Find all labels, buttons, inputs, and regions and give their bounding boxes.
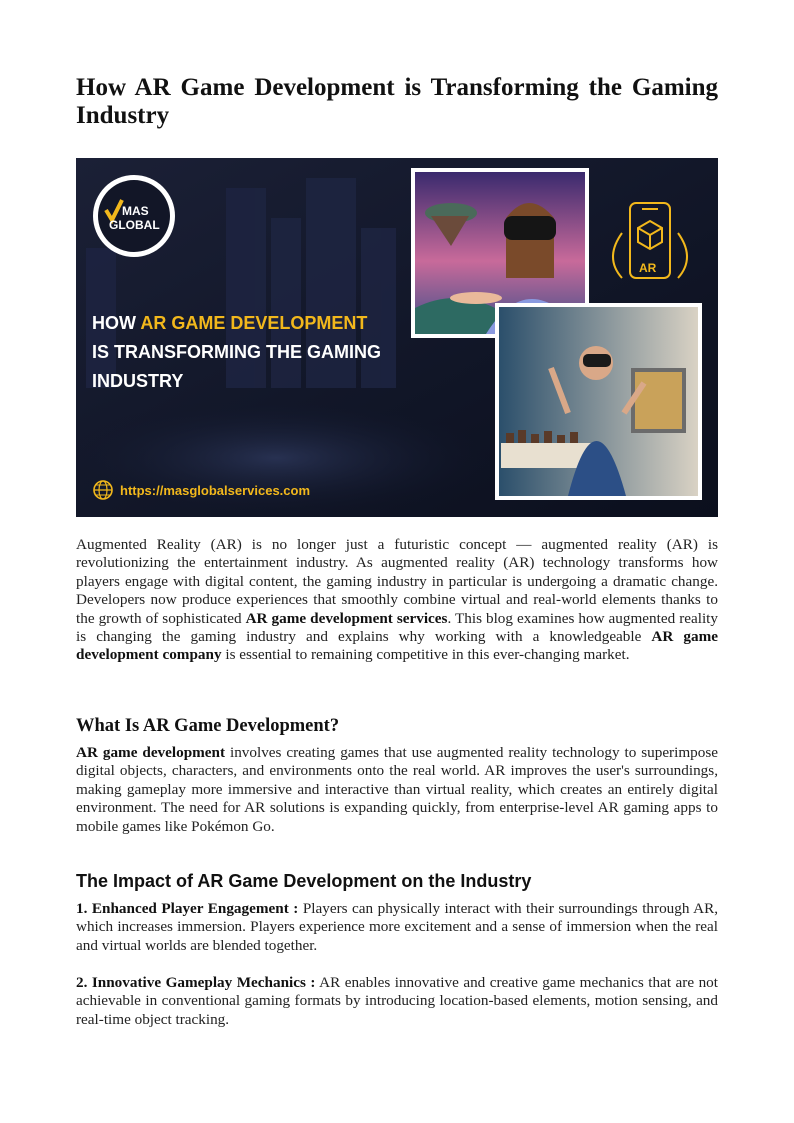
banner-headline-line2: IS TRANSFORMING THE GAMING [92,342,381,362]
banner-headline-line3: INDUSTRY [92,371,184,391]
hero-banner [76,158,718,517]
ar-badge-label: AR [639,261,657,275]
website-url: https://masglobalservices.com [120,483,311,498]
section-heading-impact: The Impact of AR Game Development on the Industry [76,871,532,891]
section-heading-what-is: What Is AR Game Development? [76,716,340,736]
page-title: How AR Game Development is Transforming the Gaming Industry [76,74,718,129]
banner-headline-line1: HOW AR GAME DEVELOPMENT [92,313,368,333]
logo-text-line1: MAS [122,204,149,218]
ar-services-term: AR game development services [245,609,448,627]
impact-item: 2. Innovative Gameplay Mechanics : AR enables innovative and creative game mechanics that are not achievable in conventional gaming formats by introducing location-based elements, motion sensing, and real-time object tracking. [76,974,718,1028]
intro-paragraph: Augmented Reality (AR) is no longer just a futuristic concept — augmented reality (AR) is revolutionizing the entertainment industry. As augmented reality (AR) technology transforms how players engage with digital content, the gaming industry in particular is undergoing a dramatic change. Developers now produce experiences that smoothly combine virtual and real-world elements thanks to the growth of sophisticated AR game development services. This blog examines how augmented reality is changing the gaming industry and explains why working with a knowledgeable AR game development company is essential to remaining competitive in this ever-changing market. [76,536,718,664]
impact-item: 1. Enhanced Player Engagement : Players can physically interact with their surroundings through AR, which increases immersion. Players experience more excitement and a sense of immersion when the real and virtual worlds are blended together. [76,900,718,954]
photo-room-vr [495,303,702,500]
section1-paragraph: AR game development involves creating games that use augmented reality technology to superimpose digital objects, characters, and environments onto the real world. AR improves the user's surroundings, making gameplay more immersive and interactive than virtual reality, which creates an entirely digital environment. The need for AR solutions is expanding quickly, from enterprise-level AR gaming apps to mobile games like Pokémon Go. [76,744,718,835]
mas-global-logo [93,175,175,257]
logo-text-line2: GLOBAL [109,218,160,232]
ar-company-term: AR game development company [76,628,718,664]
